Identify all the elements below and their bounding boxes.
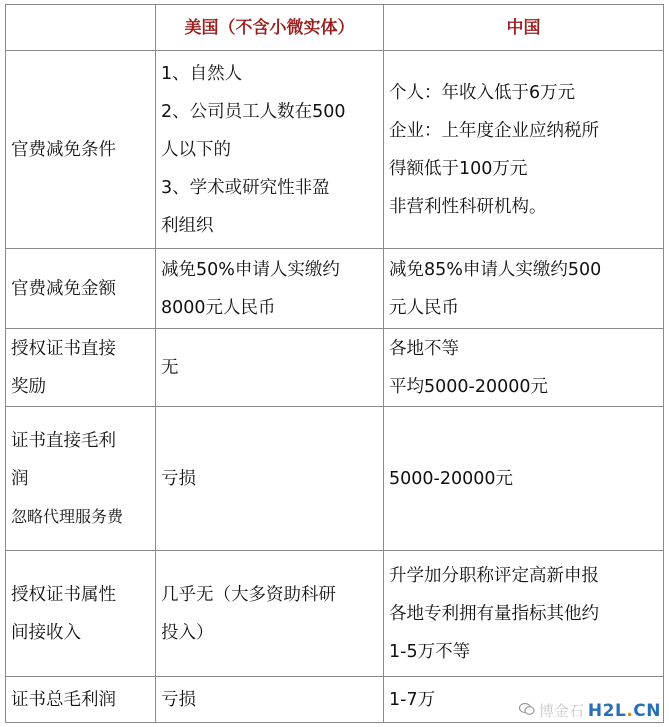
label-line: 间接收入 [11, 622, 81, 643]
china-line: 升学加分职称评定高新申报 [389, 565, 599, 586]
usa-line: 利组织 [161, 215, 214, 236]
site-logo [588, 701, 661, 721]
usa-line: 投入） [161, 622, 214, 643]
usa-line: 亏损 [161, 689, 196, 710]
china-cell [384, 249, 664, 329]
row-fee-reduction-conditions [6, 51, 664, 249]
row-certificate-direct-reward [6, 329, 664, 407]
label-line: 授权证书直接 [11, 338, 116, 359]
header-blank [6, 5, 156, 51]
header-china: 中国 [384, 5, 664, 51]
china-line: 各地不等 [389, 338, 459, 359]
usa-cell [156, 407, 384, 551]
wechat-icon [519, 702, 535, 720]
row-label [6, 249, 156, 329]
usa-line: 无 [161, 357, 179, 378]
row-fee-reduction-amount [6, 249, 664, 329]
china-cell [384, 407, 664, 551]
china-line: 元人民币 [389, 297, 459, 318]
usa-cell [156, 677, 384, 723]
row-certificate-gross-profit [6, 407, 664, 551]
china-line: 企业：上年度企业应纳税所 [389, 120, 599, 141]
usa-line: 8000元人民币 [161, 297, 276, 318]
row-label [6, 551, 156, 677]
china-line: 1-5万不等 [389, 641, 471, 662]
china-cell [384, 51, 664, 249]
usa-cell [156, 51, 384, 249]
row-label [6, 51, 156, 249]
china-line: 得额低于100万元 [389, 158, 528, 179]
china-line: 非营利性科研机构。 [389, 196, 547, 217]
usa-line: 几乎无（大多资助科研 [161, 584, 336, 605]
usa-line: 1、自然人 [161, 63, 243, 84]
china-line: 各地专利拥有量指标其他约 [389, 603, 599, 624]
usa-line: 2、公司员工人数在500 [161, 101, 346, 122]
china-line: 1-7万 [389, 689, 436, 710]
china-line: 5000-20000元 [389, 468, 514, 489]
china-line: 平均5000-20000元 [389, 376, 549, 397]
usa-cell [156, 329, 384, 407]
usa-cell [156, 249, 384, 329]
china-line: 个人：年收入低于6万元 [389, 82, 576, 103]
usa-line: 人以下的 [161, 139, 231, 160]
china-cell [384, 551, 664, 677]
label-line: 官费减免金额 [11, 278, 116, 299]
label-line: 证书总毛利润 [11, 689, 116, 710]
row-indirect-income [6, 551, 664, 677]
watermark [519, 700, 661, 721]
label-line: 官费减免条件 [11, 139, 116, 160]
logo-dot: . [626, 700, 634, 721]
china-line: 减免85%申请人实缴约500 [389, 259, 602, 280]
usa-cell [156, 551, 384, 677]
row-label [6, 329, 156, 407]
header-usa: 美国（不含小微实体） [156, 5, 384, 51]
watermark-text: 博金石 [538, 702, 584, 720]
logo-main: H2L [587, 700, 627, 721]
label-line: 奖励 [11, 376, 46, 397]
row-label [6, 407, 156, 551]
label-line: 润 [11, 468, 29, 489]
row-label [6, 677, 156, 723]
usa-line: 3、学术或研究性非盈 [161, 177, 330, 198]
comparison-table [5, 4, 664, 723]
header-row [6, 5, 664, 51]
usa-line: 减免50%申请人实缴约 [161, 259, 340, 280]
usa-line: 亏损 [161, 468, 196, 489]
logo-tld: CN [633, 700, 661, 721]
label-line: 授权证书属性 [11, 584, 116, 605]
label-note: 忽略代理服务费 [11, 506, 124, 526]
label-line: 证书直接毛利 [11, 430, 116, 451]
china-cell [384, 329, 664, 407]
